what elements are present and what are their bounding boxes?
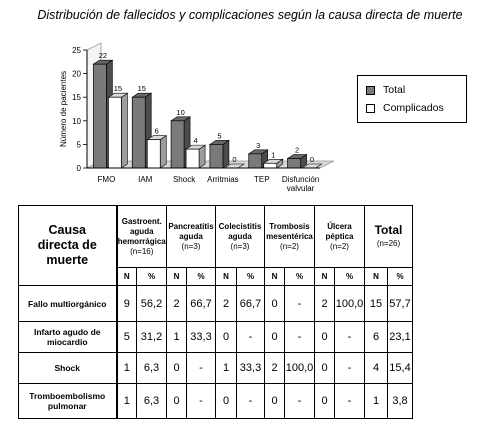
x-tick-label: IAM [138,175,153,184]
cell-n: 1 [365,384,388,419]
group-line: aguda [129,226,154,236]
cell-n: 0 [216,322,237,353]
cell-percent: - [237,322,265,353]
subheader-n: N [167,268,187,286]
cell-n: 0 [265,322,285,353]
bar-value-label: 6 [154,126,159,136]
row-label-line: Fallo multiorgánico [28,298,107,309]
bar [186,145,205,168]
cell-percent: - [187,384,216,419]
subheader-percent: % [137,268,167,286]
cell-n: 2 [216,286,237,322]
bar-front [186,149,199,168]
cell-n: 2 [265,353,285,384]
table-row [19,322,413,353]
y-tick-label: 15 [72,93,81,103]
cell-percent: 33,3 [237,353,265,384]
cell-n: 15 [365,286,388,322]
cell-percent: 33,3 [187,322,216,353]
legend-swatch-complicados [366,104,375,113]
cell-n: 4 [365,353,388,384]
x-tick-label: Arritmias [207,175,239,184]
cell-percent: 6,3 [137,384,167,419]
row-label-line: Infarto agudo de [33,327,101,337]
legend-item-complicados [366,102,444,114]
cell-percent: - [187,353,216,384]
cell-percent: 31,2 [137,322,167,353]
subheader-percent: % [388,268,413,286]
bar-value-label: 15 [113,84,123,94]
row-label-line: pulmonar [47,401,87,411]
cell-percent: 66,7 [187,286,216,322]
cell-percent: - [285,286,315,322]
bar-side [223,140,229,168]
group-line: mesentérica [266,231,313,241]
cell-percent: 3,8 [388,384,413,419]
group-n: (n=16) [130,246,154,256]
corner-line: Causa [48,223,87,237]
data-table [18,205,413,419]
group-line: Colecistitis [218,221,262,231]
bar-value-label: 1 [271,150,276,160]
subheader-n: N [117,268,137,286]
x-tick-label: FMO [97,175,116,184]
cell-percent: 100,0 [335,286,365,322]
bar-front [147,140,160,168]
row-label-line: Shock [54,363,80,373]
row-label [19,286,117,322]
group-line: péptica [325,231,354,241]
bars [93,51,321,168]
cell-percent: 23,1 [388,322,413,353]
bar-front [264,163,277,168]
group-line: aguda [179,231,203,241]
subheader-n: N [265,268,285,286]
cell-n: 2 [315,286,335,322]
subheader-percent: % [335,268,365,286]
bar-front [210,144,223,168]
table-row [19,286,413,322]
legend-label-complicados: Complicados [383,102,444,114]
group-line: aguda [228,231,252,241]
cell-n: 1 [117,353,137,384]
y-tick-label: 25 [72,46,81,55]
cell-percent: - [335,353,365,384]
bar-side [121,93,127,168]
bar-value-label: 0 [309,155,315,164]
group-n: (n=3) [181,241,201,251]
cell-n: 2 [167,286,187,322]
cell-n: 6 [365,322,388,353]
bar-front [249,154,262,168]
cell-n: 0 [315,322,335,353]
bar-front [93,64,106,168]
group-header-pancreatitis [167,206,216,268]
bar-value-label: 22 [98,51,108,61]
y-tick-label: 10 [72,116,81,126]
cell-n: 9 [117,286,137,322]
y-tick-label: 5 [76,140,81,150]
group-line: Pancreatitis [168,221,214,231]
corner-line: muerte [46,253,89,267]
subheader-n: N [216,268,237,286]
legend-swatch-total [366,86,375,95]
bar-value-label: 2 [294,145,300,155]
bar [147,136,166,168]
group-header-trombosis [265,206,315,268]
cell-n: 1 [167,322,187,353]
table-row [19,384,413,419]
cell-percent: - [237,384,265,419]
group-line: Gastroent. [121,216,162,226]
bar [108,93,127,168]
bar-value-label: 4 [193,136,198,146]
row-label [19,353,117,384]
cell-n: 0 [167,353,187,384]
subheader-n: N [365,268,388,286]
bar [288,155,307,168]
cell-n: 5 [117,322,137,353]
cell-n: 0 [265,384,285,419]
bar-front [132,97,145,168]
cell-n: 1 [117,384,137,419]
group-n: (n=3) [230,241,250,251]
y-tick-label: 0 [76,164,81,173]
group-line: hemorrágica [117,236,166,246]
cell-percent: - [285,322,315,353]
chart-legend [357,75,467,123]
total-n: (n=26) [376,238,401,248]
bar-front [288,159,301,168]
x-tick-label: valvular [286,184,315,193]
cell-n: 0 [216,384,237,419]
table-row [19,353,413,384]
bar-value-label: 3 [256,140,261,150]
group-n: (n=2) [330,241,349,251]
cell-percent: 57,7 [388,286,413,322]
legend-item-total [366,84,405,96]
group-n: (n=2) [280,241,299,251]
row-label-line: Tromboembolismo [29,391,106,401]
bar-front [171,121,184,168]
cell-n: 1 [216,353,237,384]
subheader-percent: % [237,268,265,286]
table-header-row [19,206,413,268]
group-header-ulcera [315,206,365,268]
row-label [19,322,117,353]
subheader-percent: % [187,268,216,286]
x-tick-label: Shock [172,175,196,184]
cell-percent: - [335,384,365,419]
bar-value-label: 5 [217,131,222,141]
legend-label-total: Total [383,84,406,96]
bar-value-label: 10 [176,107,185,117]
subheader-percent: % [285,268,315,286]
y-tick-label: 20 [72,69,81,79]
cell-percent: 15,4 [388,353,413,384]
cell-percent: - [285,384,315,419]
cell-n: 0 [315,384,335,419]
cell-n: 0 [167,384,187,419]
cell-n: 0 [315,353,335,384]
cell-n: 0 [265,286,285,322]
group-header-colecistitis [216,206,265,268]
group-line: Trombosis [269,221,310,231]
cell-percent: 66,7 [237,286,265,322]
y-axis-label: Número de pacientes [59,70,68,148]
corner-line: directa de [37,238,97,252]
row-label-line: miocardio [46,337,88,347]
group-header-gastroenteritis [117,206,167,268]
row-label [19,384,117,419]
table-corner-header [19,206,117,286]
cell-percent: 100,0 [285,353,315,384]
bar-side [160,136,166,168]
group-header-total [365,206,413,268]
bar [210,140,229,168]
cell-percent: 6,3 [137,353,167,384]
group-line: Úlcera [327,221,352,231]
chart-title: Distribución de fallecidos y complicaciones según la causa directa de muerte [37,8,463,22]
x-tick-label: TEP [253,175,270,184]
x-tick-label: Disfunción [281,175,320,184]
cell-percent: 56,2 [137,286,167,322]
cell-percent: - [335,322,365,353]
subheader-n: N [315,268,335,286]
total-label: Total [374,222,403,237]
bar-value-label: 0 [232,155,237,164]
bar-value-label: 15 [137,84,146,94]
bar-front [108,97,121,168]
